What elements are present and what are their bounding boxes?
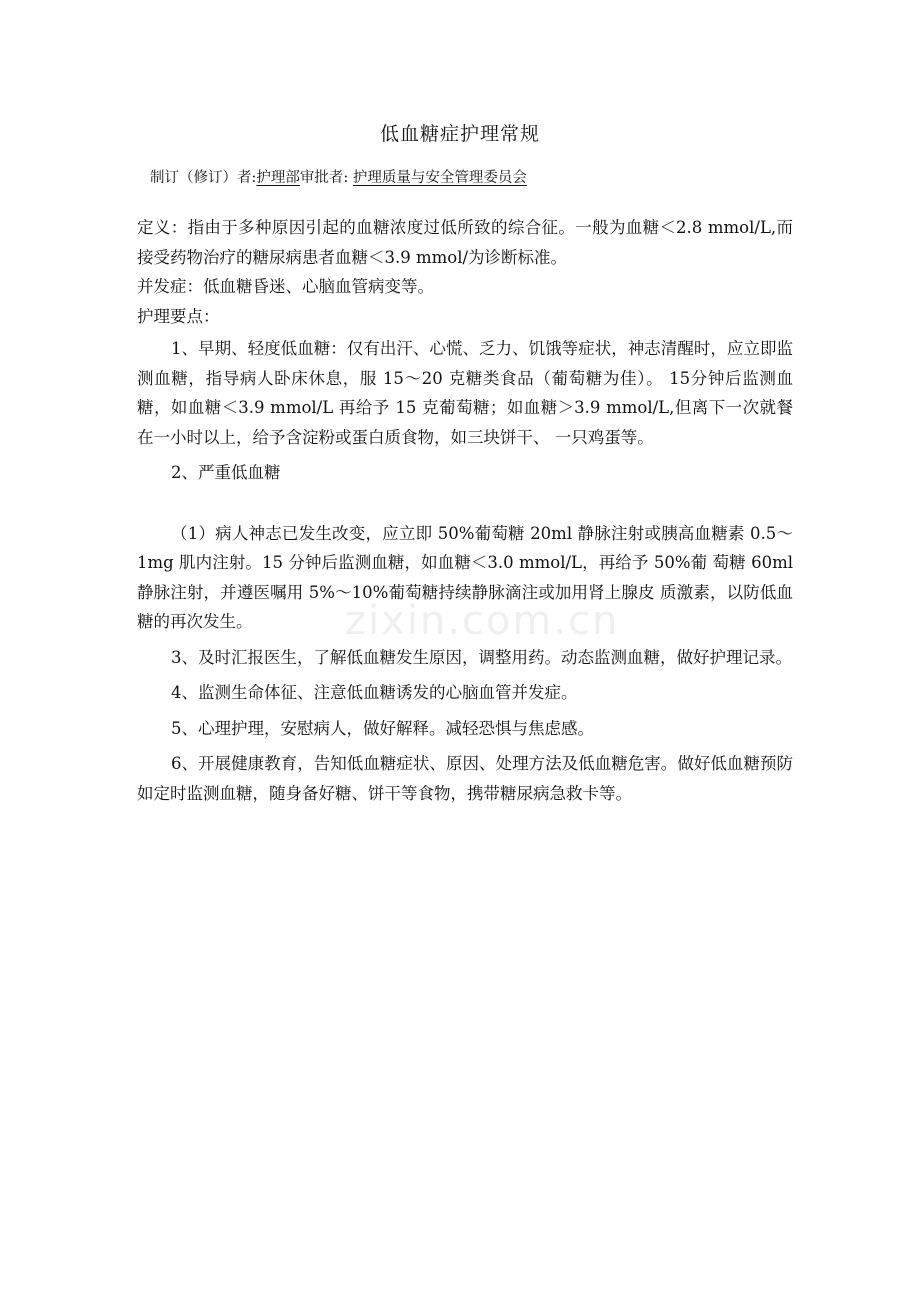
approver-label: 审批者: <box>299 170 349 186</box>
document-meta <box>150 166 527 187</box>
key-points-heading: 护理要点： <box>137 306 220 326</box>
document-body <box>137 213 793 808</box>
care-item-3: 3、及时汇报医生，了解低血糖发生原因，调整用药。动态监测血糖，做好护理记录。 <box>171 647 792 667</box>
care-item-6: 6、开展健康教育，告知低血糖症状、原因、处理方法及低血糖危害。做好低血糖预防如定时监测血糖，随身备好糖、饼干等食物，携带糖尿病急救卡等。 <box>137 754 793 803</box>
care-item-5: 5、心理护理，安慰病人，做好解释。减轻恐惧与焦虑感。 <box>171 718 594 738</box>
complications-paragraph: 并发症：低血糖昏迷、心脑血管病变等。 <box>137 277 434 296</box>
watermark: zixin.com.cn <box>345 598 620 644</box>
care-item-4: 4、监测生命体征、注意低血糖诱发的心脑血管并发症。 <box>171 683 578 702</box>
approver-value: 护理质量与安全管理委员会 <box>352 170 527 186</box>
author-label: 制订（修订）者: <box>150 170 257 186</box>
author-value: 护理部 <box>256 170 300 186</box>
care-item-1: 1、早期、轻度低血糖：仅有出汗、心慌、乏力、饥饿等症状，神志清醒时，应立即监测血糖，指导病人卧床休息，服 15～20 克糖类食品（葡萄糖为佳）。 15分钟后监测血糖，如血糖＜3.9 mmol/L 再给予 15 克葡萄糖；如血糖＞3.9 mmol/L,但离下一次就餐在一小时以上，给予含淀粉或蛋白质食物，如三块饼干、 一只鸡蛋等。 <box>137 339 793 447</box>
care-item-2-1: （1）病人神志已发生改变，应立即 50%葡萄糖 20ml 静脉注射或胰高血糖素 0.5～1mg 肌内注射。15 分钟后监测血糖，如血糖＜3.0 mmol/L，再给予 50%葡 萄糖 60ml 静脉注射，并遵医嘱用 5%～10%葡萄糖持续静脉滴注或加用肾上腺皮 质激素，以防低血糖的再次发生。 <box>137 523 793 631</box>
definition-paragraph: 定义：指由于多种原因引起的血糖浓度过低所致的综合征。一般为血糖＜2.8 mmol/L,而接受药物治疗的糖尿病患者血糖＜3.9 mmol/为诊断标准。 <box>137 218 793 267</box>
care-item-2: 2、严重低血糖 <box>171 463 281 482</box>
document-title: 低血糖症护理常规 <box>379 123 540 145</box>
